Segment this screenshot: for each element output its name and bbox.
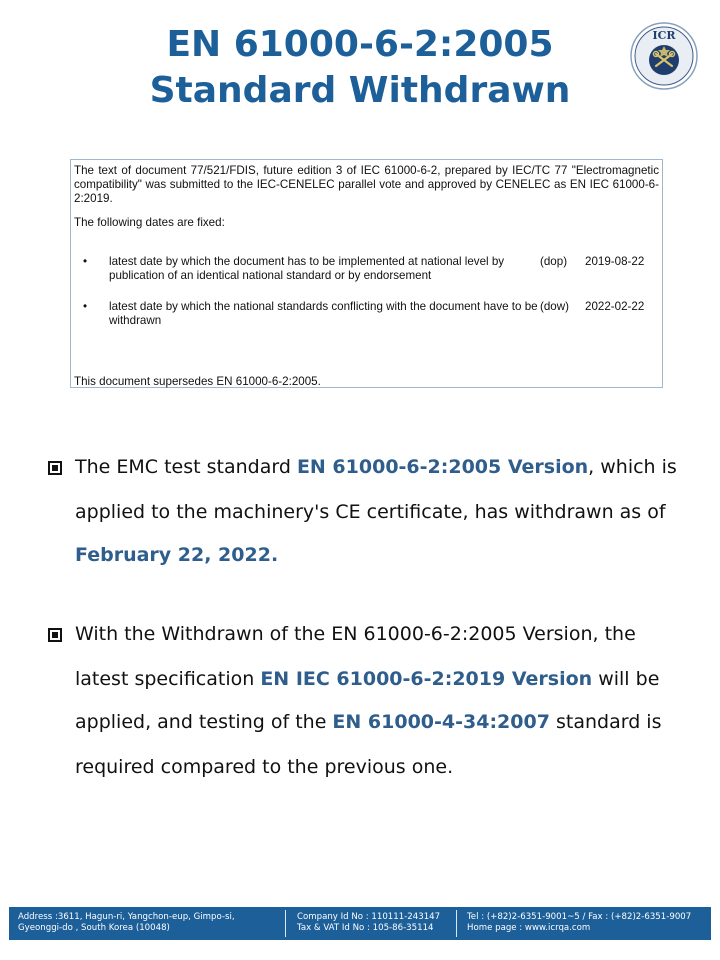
- excerpt-supersedes: This document supersedes EN 61000-6-2:2005.: [74, 375, 321, 388]
- paragraph2-line4: required compared to the previous one.: [75, 756, 454, 778]
- footer-divider: [285, 910, 286, 937]
- dop-abbr: (dop): [540, 255, 568, 268]
- title-line-1: EN 61000-6-2:2005: [166, 24, 554, 65]
- excerpt-dates-heading: The following dates are fixed:: [74, 216, 225, 229]
- icr-logo: [630, 22, 698, 90]
- paragraph2-line3: applied, and testing of the EN 61000-4-34:2007 standard is: [75, 711, 662, 733]
- page-title: [0, 22, 720, 114]
- footer-divider: [456, 910, 457, 937]
- dop-date: 2019-08-22: [585, 255, 645, 268]
- dow-abbr: (dow): [540, 300, 569, 313]
- footer-address: Address :3611, Hagun-ri, Yangchon-eup, Gimpo-si, Gyeonggi-do , South Korea (10048): [18, 912, 235, 933]
- checkbox-bullet-icon: [48, 461, 62, 475]
- paragraph2-line1: With the Withdrawn of the EN 61000-6-2:2005 Version, the: [75, 623, 636, 645]
- excerpt-intro: The text of document 77/521/FDIS, future edition 3 of IEC 61000-6-2, prepared by IEC/TC 77 "Electromagnetic compatibility" was submitted to the IEC-CENELEC parallel vote and approved by CENELEC as EN IEC 61000-6-2:2019.: [74, 164, 659, 205]
- dow-date: 2022-02-22: [585, 300, 645, 313]
- icr-seal-icon: [630, 22, 698, 90]
- paragraph2-line2: latest specification EN IEC 61000-6-2:2019 Version will be: [75, 668, 660, 690]
- checkbox-bullet-icon: [48, 628, 62, 642]
- withdrawal-date: February 22, 2022.: [75, 544, 279, 566]
- footer-company-ids: Company Id No : 110111-243147 Tax & VAT Id No : 105-86-35114: [297, 912, 441, 933]
- standard-excerpt: [70, 159, 663, 388]
- paragraph1-line1: The EMC test standard EN 61000-6-2:2005 Version, which is: [75, 456, 677, 478]
- homepage-link[interactable]: Home page : www.icrqa.com: [467, 923, 591, 933]
- paragraph1-line2: applied to the machinery's CE certificate, has withdrawn as of: [75, 501, 666, 523]
- dow-text: latest date by which the national standards conflicting with the document have to be withdrawn: [109, 300, 538, 327]
- bullet: •: [83, 300, 88, 313]
- logo-text: ICR: [652, 29, 676, 42]
- title-line-2: Standard Withdrawn: [149, 70, 571, 111]
- footer-contact: Tel : (+82)2-6351-9001~5 / Fax : (+82)2-6351-9007 Home page : www.icrqa.com: [467, 912, 692, 933]
- footer: [9, 907, 711, 940]
- bullet: •: [83, 255, 88, 268]
- dop-text: latest date by which the document has to be implemented at national level by publication of an identical national standard or by endorsement: [109, 255, 505, 282]
